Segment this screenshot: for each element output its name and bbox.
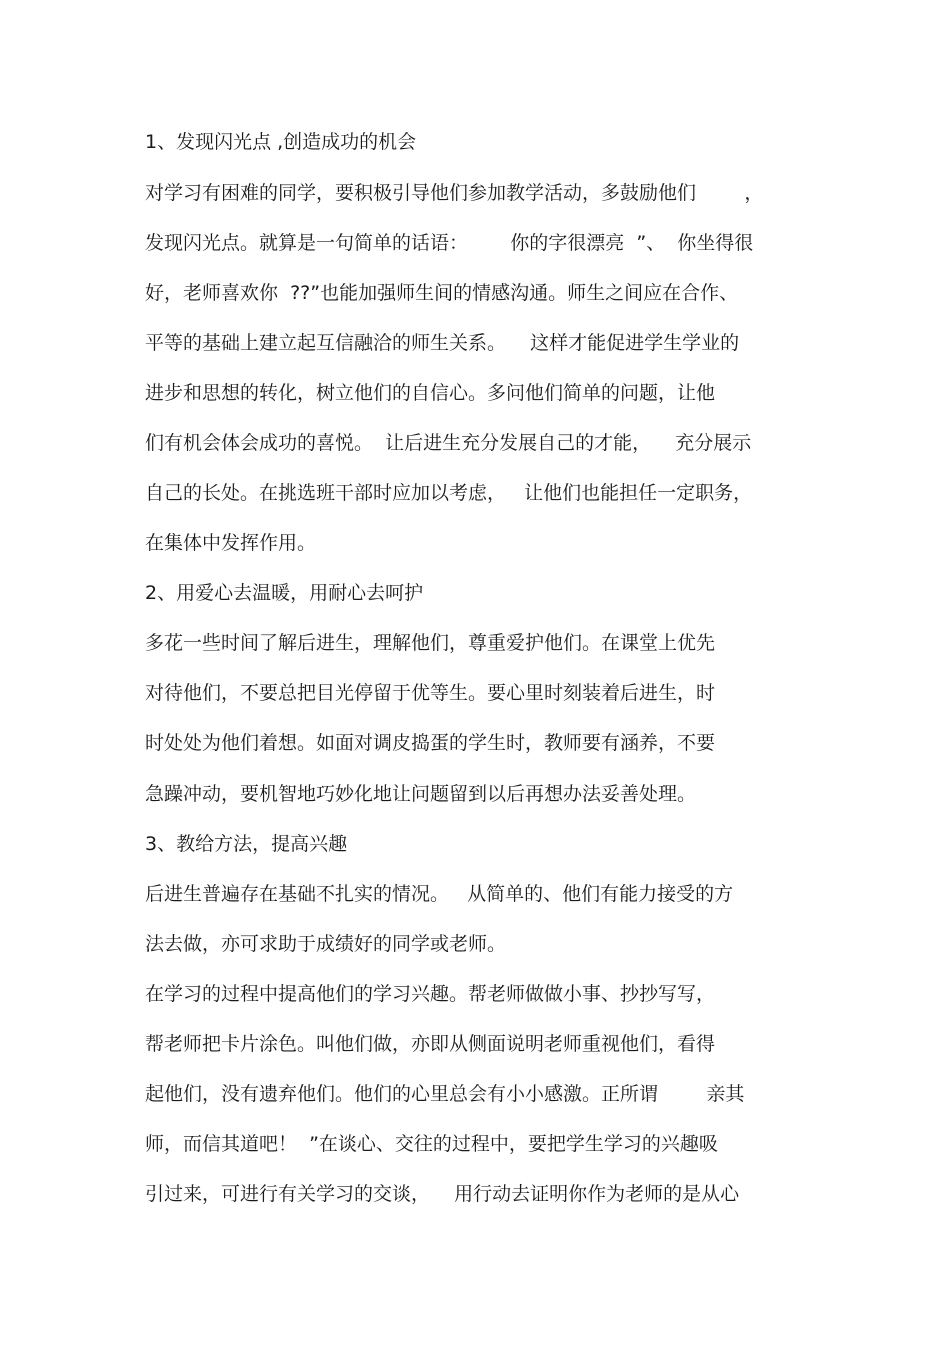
heading-3: 3、教给方法，提高兴趣 [145,833,348,855]
heading-1: 1、发现闪光点 ,创造成功的机会 [145,131,417,153]
paragraph-line: 自己的长处。在挑选班干部时应加以考虑， 让他们也能担任一定职务， [145,482,753,504]
paragraph-line: 急躁冲动，要机智地巧妙化地让问题留到以后再想办法妥善处理。 [145,783,697,805]
paragraph-line: 时处处为他们着想。如面对调皮捣蛋的学生时，教师要有涵养，不要 [145,732,716,754]
paragraph-line: 对学习有困难的同学，要积极引导他们参加教学活动，多鼓励他们 ， [145,182,764,204]
paragraph-line: 师，而信其道吧！ ”在谈心、交往的过程中，要把学生学习的兴趣吸 [145,1133,718,1155]
heading-2: 2、用爱心去温暖，用耐心去呵护 [145,582,424,604]
paragraph-line: 在集体中发挥作用。 [145,532,317,554]
paragraph-line: 后进生普遍存在基础不扎实的情况。 从简单的、他们有能力接受的方 [145,883,734,905]
paragraph-line: 起他们，没有遗弃他们。他们的心里总会有小小感激。正所谓 亲其 [145,1083,745,1105]
paragraph-line: 帮老师把卡片涂色。叫他们做，亦即从侧面说明老师重视他们，看得 [145,1033,716,1055]
paragraph-line: 们有机会体会成功的喜悦。 让后进生充分发展自己的才能， 充分展示 [145,432,752,454]
paragraph-line: 进步和思想的转化，树立他们的自信心。多问他们简单的问题，让他 [145,382,716,404]
paragraph-line: 平等的基础上建立起互信融洽的师生关系。 这样才能促进学生学业的 [145,332,740,354]
paragraph-line: 对待他们，不要总把目光停留于优等生。要心里时刻装着后进生，时 [145,682,716,704]
paragraph-line: 好，老师喜欢你 ??”也能加强师生间的情感沟通。师生之间应在合作、 [145,282,739,304]
paragraph-line: 引过来，可进行有关学习的交谈， 用行动去证明你作为老师的是从心 [145,1183,740,1205]
paragraph-line: 发现闪光点。就算是一句简单的话语： 你的字很漂亮 ”、 你坐得很 [145,232,754,254]
paragraph-line: 多花一些时间了解后进生，理解他们，尊重爱护他们。在课堂上优先 [145,632,716,654]
paragraph-line: 在学习的过程中提高他们的学习兴趣。帮老师做做小事、抄抄写写， [145,983,716,1005]
paragraph-line: 法去做，亦可求助于成绩好的同学或老师。 [145,933,507,955]
